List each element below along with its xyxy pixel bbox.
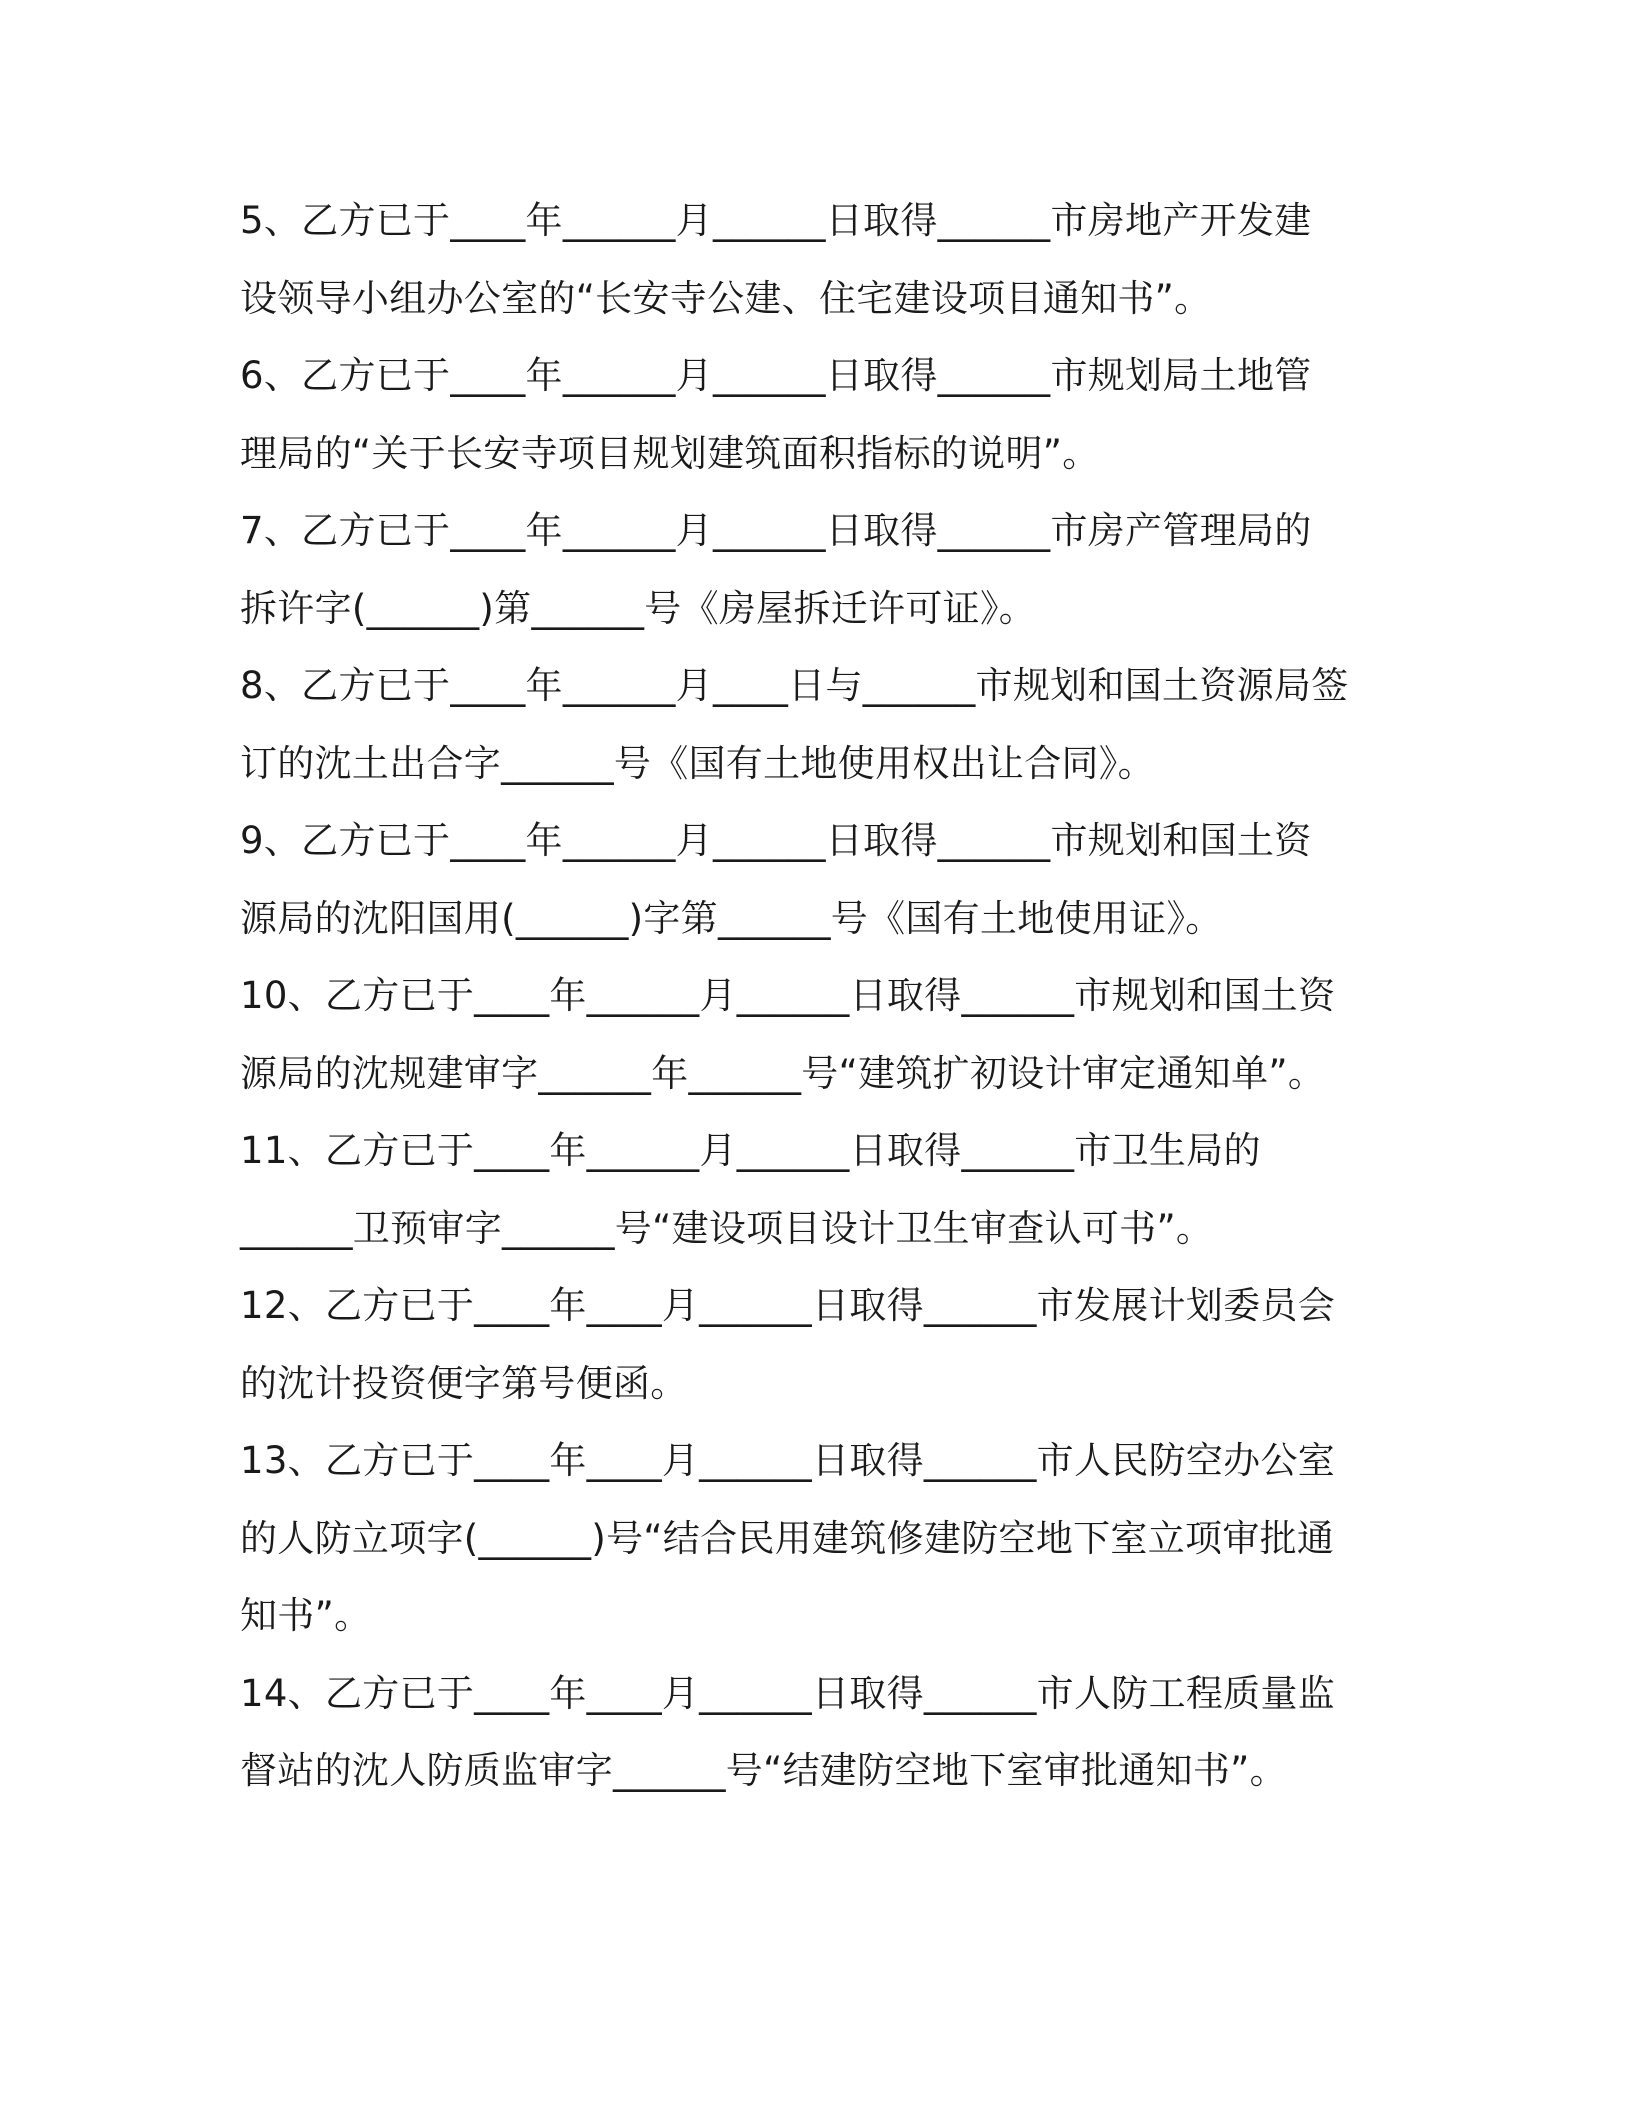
item-13-line-3: 知书”。 — [240, 1594, 372, 1637]
item-11-line-1: 11、乙方已于____年______月______日取得______市卫生局的 — [240, 1129, 1261, 1172]
item-7-line-1: 7、乙方已于____年______月______日取得______市房产管理局的 — [240, 509, 1312, 552]
item-9-line-2: 源局的沈阳国用(______)字第______号《国有土地使用证》。 — [240, 896, 1223, 940]
item-13-line-2: 的人防立项字(______)号“结合民用建筑修建防空地下室立项审批通 — [240, 1516, 1335, 1560]
item-5-line-1: 5、乙方已于____年______月______日取得______市房地产开发建 — [240, 199, 1312, 242]
item-11-line-2: ______卫预审字______号“建设项目设计卫生审查认可书”。 — [240, 1206, 1214, 1250]
item-12-line-2: 的沈计投资便字第号便函。 — [240, 1361, 688, 1405]
item-8-line-2: 订的沈土出合字______号《国有土地使用权出让合同》。 — [240, 741, 1155, 785]
item-10-line-2: 源局的沈规建审字______年______号“建筑扩初设计审定通知单”。 — [240, 1051, 1326, 1095]
document-body — [240, 182, 1400, 1810]
item-6-line-1: 6、乙方已于____年______月______日取得______市规划局土地管 — [240, 354, 1312, 397]
item-14-line-1: 14、乙方已于____年____月______日取得______市人防工程质量监 — [240, 1671, 1336, 1715]
item-8-line-1: 8、乙方已于____年______月____日与______市规划和国土资源局签 — [240, 664, 1349, 707]
item-12-line-1: 12、乙方已于____年____月______日取得______市发展计划委员会 — [240, 1284, 1336, 1327]
item-10-line-1: 10、乙方已于____年______月______日取得______市规划和国土资 — [240, 974, 1336, 1017]
item-7-line-2: 拆许字(______)第______号《房屋拆迁许可证》。 — [240, 586, 1037, 630]
item-5-line-2: 设领导小组办公室的“长安寺公建、住宅建设项目通知书”。 — [240, 276, 1212, 320]
item-6-line-2: 理局的“关于长安寺项目规划建筑面积指标的说明”。 — [240, 431, 1100, 475]
item-14-line-2: 督站的沈人防质监审字______号“结建防空地下室审批通知书”。 — [240, 1749, 1287, 1792]
item-9-line-1: 9、乙方已于____年______月______日取得______市规划和国土资 — [240, 819, 1312, 862]
item-13-line-1: 13、乙方已于____年____月______日取得______市人民防空办公室 — [240, 1439, 1336, 1482]
